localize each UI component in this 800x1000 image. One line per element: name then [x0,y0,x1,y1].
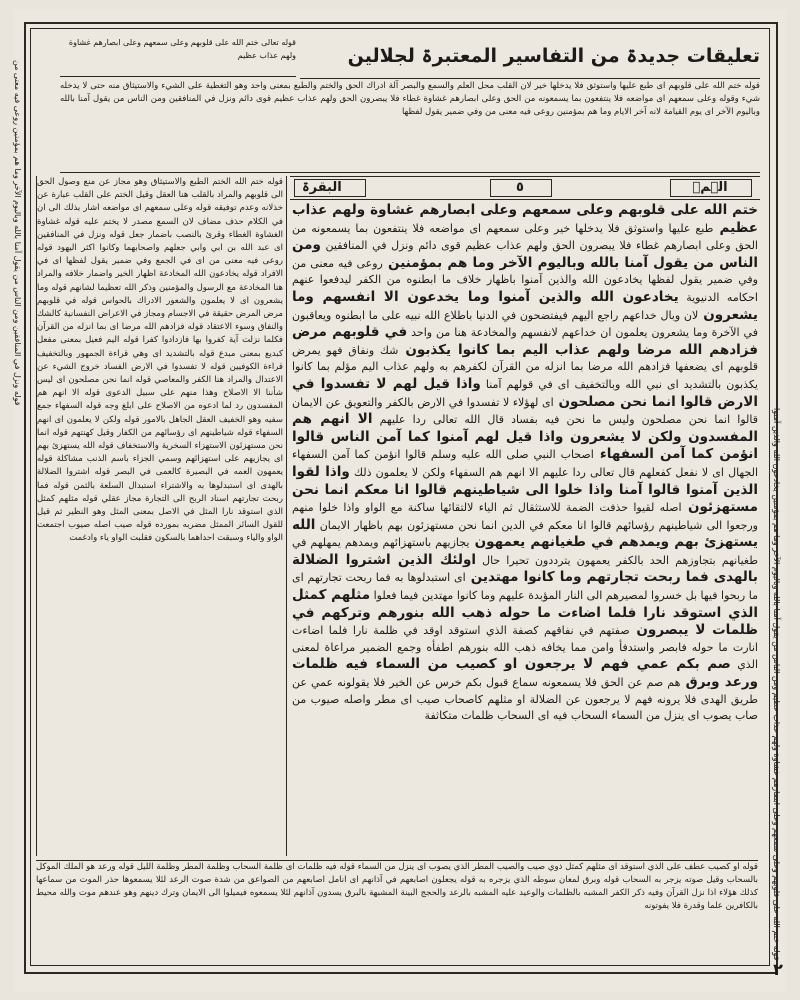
ayah-text: الله يستهزئ بهم ويمدهم في طغيانهم يعمهون [292,516,758,551]
tafsir-text: لان وبال خداعهم راجع اليهم فيفتضحون في الدنيا باطلاع الله نبيه على ما ابطنوه ويعاقبون في الآخرة وما يشعرون يعلمون ان خداعهم لانفسهم والمخادعة هنا من واحد [292,308,758,340]
surah-strip [290,176,760,200]
ayah-text: ختم الله على قلوبهم وعلى سمعهم وعلى ابصارهم غشاوة ولهم عذاب عظيم [292,202,758,236]
ayah-text: واذا قيل لهم لا تفسدوا في الارض قالوا انما نحن مصلحون [292,375,758,410]
tafsir-text: صفتهم في نفاقهم كصفة الذي استوقد اوقد في ظلمة نارا فلما اضاءت انارت ما حوله فابصر واستدفأ وامن مما يخافه ذهب الله بنورهم اطفأه وجمع الضمير مراعاة لمعنى الذي [292,624,758,672]
tafsir-text: طبع عليها واستوثق فلا يدخلها خير وعلى سمعهم اى مواضعه فلا ينتفعون بما يسمعونه من الحق وعلى ابصارهم غطاء فلا يبصرون الحق ولهم عذاب عظيم قوى دائم ونزل في المنافقين [292,221,758,253]
ayah-text: اولئك الذين اشتروا الضلالة بالهدى فما ربحت تجارتهم وما كانوا مهتدين [292,551,758,586]
tafsir-text: اصله لقيوا حذفت الضمة للاستثقال ثم الياء لالتقائها ساكنة مع الواو واذا خلوا منهم ورجعوا الى شياطينهم رؤسائهم قالوا انا معكم في الدين انما نحن مستهزئون بهم باظهار الايمان [292,501,758,532]
folio-number: ٢ [773,960,783,979]
header-note: قوله تعالى ختم الله على قلوبهم وعلى سمعهم وعلى ابصارهم غشاوة ولهم عذاب عظيم [60,36,296,77]
left-margin-gloss: قوله ونزل في المنافقين ومن الناس من يقول آمنا بالله وباليوم الآخر وما هم بمؤمنين روعى فيه معنى من [13,60,22,406]
page-title: تعلیقات جدیدۃ من التفاسیر المعتبرۃ لجلالین [300,34,760,79]
main-tafsir-text [292,202,758,856]
ayah-text: صم بكم عمي فهم لا يرجعون او كصيب من السماء فيه ظلمات ورعد وبرق [292,656,758,691]
ayah-text: يخادعون الله والذين آمنوا وما يخدعون الا انفسهم وما يشعرون [292,288,758,323]
column-divider [286,176,287,856]
ayah-text: الا انهم هم المفسدون ولكن لا يشعرون واذا قيل لهم آمنوا كما آمن الناس قالوا انؤمن كما آمن السفهاء [292,411,758,463]
tafsir-text: شك ونفاق فهو يمرض قلوبهم اى يضعفها فزادهم الله مرضا بما انزله من القرآن لكفرهم به ولهم عذاب اليم مؤلم بما كانوا يكذبون بالتشديد اى نبي الله وبالتخفيف اى في قولهم آمنا [292,343,758,391]
ayah-text: ومن الناس من يقول آمنا بالله وباليوم الآخر وما هم بمؤمنين [292,237,758,271]
tafsir-text: يجازيهم باستهزائهم ويمدهم يمهلهم في طغيانهم بتجاوزهم الحد بالكفر يعمهون يترددون تحيرا حال [292,536,758,567]
tafsir-text: اى استبدلوها به فما ربحت تجارتهم اى ما ربحوا فيها بل خسروا لمصيرهم الى النار المؤبدة عليهم وما كانوا مهتدين فيما فعلوا [292,571,758,603]
marginal-commentary-column: قوله ختم الله الختم الطبع والاستيثاق وهو مجاز عن منع وصول الحق الى قلوبهم والمراد بالقلب هنا العقل وقيل الختم على القلب عبارة عن خذلانه وعدم توفيقه قوله وعلى سمعهم اى مواضعه اشار بذلك الى ان في الكلام حذف مضاف لان السمع مصدر لا يختم عليه قوله غشاوة الغشاوة الغطاء وقرئ بالنصب باضمار جعل قوله ونزل في المنافقين اى عبد الله بن ابي وابي جعلهم واصحابهما وكانوا اكثر اليهود قوله روعى فيه معنى من اى في الجمع وفي ضمير يقول لفظها اى في الافراد قوله يخادعون الله المخادعة اظهار الخير واضمار خلافه والمراد هنا المخادعة مع الرسول والمؤمنين وذكر الله تعظيما لشانهم قوله وما يشعرون اى لا يعلمون والشعور الادراك بالحواس قوله في قلوبهم مرض المرض حقيقة في الاجسام ومجاز في الاعراض النفسانية كالشك والنفاق وسوء الاعتقاد قوله فزادهم الله مرضا اى بما انزله من القرآن فكلما نزلت آية كفروا بها فازدادوا كفرا قوله اليم فعيل بمعنى مفعل كبديع بمعنى مبدع قوله بالتشديد اى وهي قراءة الجمهور وبالتخفيف قراءة الكوفيين قوله لا تفسدوا في الارض الفساد خروج الشيء عن الاعتدال والمراد هنا الكفر والمعاصي قوله انما نحن مصلحون اى ليس شأننا الا الاصلاح وهذا منهم على سبيل الدعوى قوله الا انهم هم المفسدون رد لما ادعوه من الاصلاح على ابلغ وجه قوله السفهاء جمع سفيه وهو الخفيف العقل الجاهل بالامور قوله ولكن لا يعلمون اى انهم السفهاء قوله شياطينهم اى رؤسائهم من الكفار وقيل كهنتهم قوله انما نحن مستهزئون الاستهزاء السخرية والاستخفاف قوله الله يستهزئ بهم اى يجازيهم على استهزائهم وسمي الجزاء باسم الذنب مشاكلة قوله يعمهون العمه في البصيرة كالعمى في البصر قوله اشتروا الضلالة بالهدى اى استبدلوها به والاشتراء استبدال السلعة بالثمن قوله فما ربحت تجارتهم اسناد الربح الى التجارة مجاز عقلي قوله مثلهم كمثل الذي استوقد نارا المثل في الاصل بمعنى المثل وهو النظير ثم قيل للقول السائر الممثل مضربه بمورده قوله صيب اصله صيوب اجتمعت الواو والياء وسبقت احداهما بالسكون فقلبت الواو ياء وادغمت [36,176,283,856]
right-margin-gloss: قوله ختم الله على قلوبهم وعلى سمعهم وعلى ابصارهم غشاوة ولهم عذاب عظيم ومن الناس من يقول آمنا بالله وباليوم الآخر وما هم بمؤمنين يخادعون الله والذين آمنوا [772,407,781,960]
tafsir-text: هم صم عن الحق فلا يسمعونه سماع قبول بكم خرس عن الخير فلا يقولونه عمي عن طريق الهدى فلا يرونه فهم لا يرجعون عن الضلالة او مثلهم كاصحاب صيب اى مطر واصله صيوب من صاب يصوب اى ينزل من السماء السحاب فيه اى السحاب ظلمات متكاثفة [292,676,758,723]
ayah-text: في قلوبهم مرض فزادهم الله مرضا ولهم عذاب اليم بما كانوا يكذبون [292,324,758,358]
juz-label: الۤمۤ [692,180,728,195]
page-number: ٥ [516,180,524,195]
top-commentary: قوله ختم الله على قلوبهم اى طبع عليها واستوثق فلا يدخلها خير لان القلب محل العلم والسمع والبصر آلة ادراك الحق والختم والطبع بمعنى واحد وهو التغطية على الشيء والاستيثاق منه حتى لا يدخله شيء وقوله وعلى سمعهم اى مواضعه فلا ينتفعون بما يسمعونه من الحق وعلى ابصارهم غشاوة غطاء فلا يبصرون الحق ولهم عذاب عظيم قوى دائم ونزل في المنافقين ومن الناس من يقول آمنا بالله وباليوم الآخر اى يوم القيامة لانه آخر الايام وما هم بمؤمنين روعى فيه معنى من وفي ضمير يقول لفظها [60,80,760,173]
surah-name: البقرۃ [302,180,342,195]
ayah-text: واذا لقوا الذين آمنوا قالوا آمنا واذا خلوا الى شياطينهم قالوا انا معكم انما نحن مستهزئون [292,463,758,516]
ayah-text: مثلهم كمثل الذي استوقد نارا فلما اضاءت ما حوله ذهب الله بنورهم وتركهم في ظلمات لا يبصرون [292,587,758,639]
tafsir-text: روعى فيه معنى من وفي ضمير يقول لفظها يخادعون الله والذين آمنوا باظهار خلاف ما ابطنوه من الكفر ليدفعوا عنهم احكامه الدنيوية [292,256,758,304]
tafsir-text: اصحاب النبي صلى الله عليه وسلم قالوا انؤمن كما آمن السفهاء الجهال اى لا نفعل كفعلهم قال تعالى ردا عليهم الا انهم هم السفهاء ولكن لا يعلمون ذلك [292,448,758,479]
bottom-commentary: قوله او كصيب عطف على الذي استوقد اى مثلهم كمثل ذوي صيب والصيب المطر الذي يصوب اى ينزل من السماء قوله فيه ظلمات اى ظلمة السحاب وظلمة المطر وظلمة الليل قوله ورعد هو الملك الموكل بالسحاب وقيل صوته يزجر به السحاب قوله وبرق لمعان سوطه الذي يزجره به قوله يجعلون اصابعهم في آذانهم اى انامل اصابعهم من الصواعق من شدة صوت الرعد لئلا يسمعوها حذر الموت من سماعها كذلك هؤلاء اذا نزل القرآن وفيه ذكر الكفر المشبه بالظلمات والوعيد عليه المشبه بالرعد والحجج البينة المشبهة بالبرق يسدون آذانهم لئلا يسمعوه فيميلوا الى الايمان وترك دينهم وهو عندهم موت والله محيط بالكافرين علما وقدرة فلا يفوتونه [36,860,758,965]
tafsir-text: اى لهؤلاء لا تفسدوا في الارض بالكفر والتعويق عن الايمان قالوا انما نحن مصلحون وليس ما نحن فيه بفساد قال الله تعالى ردا عليهم [292,395,758,427]
